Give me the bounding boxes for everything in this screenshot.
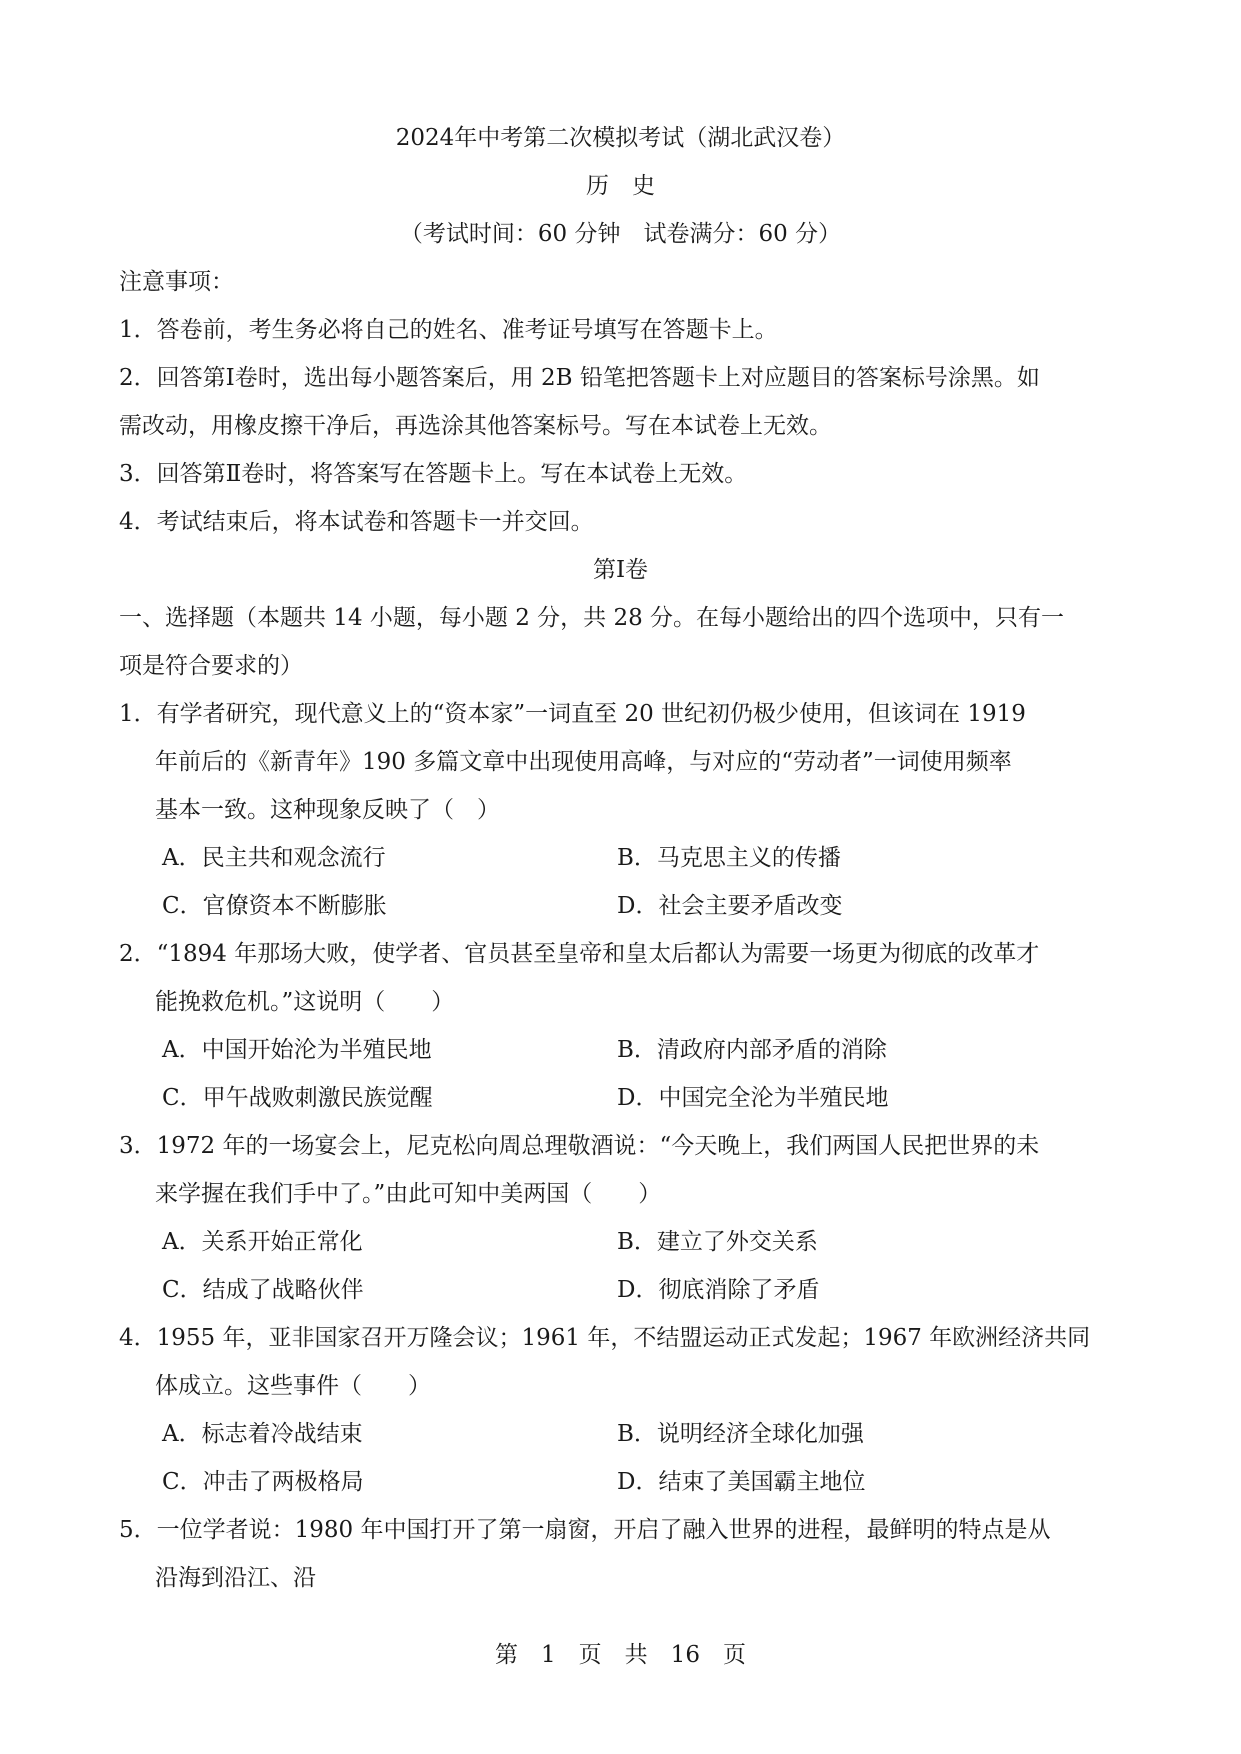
option-d: D．中国完全沦为半殖民地: [617, 1085, 889, 1111]
section-instructions: 一、选择题（本题共 14 小题，每小题 2 分，共 28 分。在每小题给出的四个选项中，只有一: [119, 605, 1065, 631]
question-stem: 3．1972 年的一场宴会上，尼克松向周总理敬酒说：“今天晚上，我们两国人民把世界的未: [119, 1133, 1040, 1159]
option-d: D．结束了美国霸主地位: [617, 1469, 866, 1495]
exam-title: 2024年中考第二次模拟考试（湖北武汉卷）: [395, 125, 846, 151]
option-a: A．民主共和观念流行: [162, 845, 386, 871]
option-a: A．标志着冷战结束: [162, 1421, 363, 1447]
question-stem: 来学握在我们手中了。”由此可知中美两国（ ）: [155, 1181, 662, 1207]
note-item-3: 3．回答第Ⅱ卷时，将答案写在答题卡上。写在本试卷上无效。: [119, 461, 748, 487]
note-item-2-cont: 需改动，用橡皮擦干净后，再选涂其他答案标号。写在本试卷上无效。: [119, 413, 832, 439]
option-d: D．彻底消除了矛盾: [617, 1277, 820, 1303]
option-b: B．建立了外交关系: [617, 1229, 818, 1255]
option-b: B．马克思主义的传播: [617, 845, 841, 871]
option-c: C．冲击了两极格局: [162, 1469, 364, 1495]
question-stem: 5．一位学者说：1980 年中国打开了第一扇窗，开启了融入世界的进程，最鲜明的特点是从: [119, 1517, 1051, 1543]
option-b: B．清政府内部矛盾的消除: [617, 1037, 887, 1063]
option-a: A．关系开始正常化: [162, 1229, 363, 1255]
question-stem: 能挽救危机。”这说明（ ）: [155, 989, 455, 1015]
note-item-1: 1．答卷前，考生务必将自己的姓名、准考证号填写在答题卡上。: [119, 317, 778, 343]
option-c: C．官僚资本不断膨胀: [162, 893, 387, 919]
option-c: C．甲午战败刺激民族觉醒: [162, 1085, 433, 1111]
subject-title: 历 史: [586, 173, 655, 199]
option-b: B．说明经济全球化加强: [617, 1421, 864, 1447]
question-stem: 2．“1894 年那场大败，使学者、官员甚至皇帝和皇太后都认为需要一场更为彻底的改革才: [119, 941, 1040, 967]
notes-heading: 注意事项：: [119, 269, 234, 295]
note-item-4: 4．考试结束后，将本试卷和答题卡一并交回。: [119, 509, 594, 535]
question-stem: 4．1955 年，亚非国家召开万隆会议；1961 年，不结盟运动正式发起；1967 年欧洲经济共同: [119, 1325, 1091, 1351]
note-item-2: 2．回答第Ⅰ卷时，选出每小题答案后，用 2B 铅笔把答题卡上对应题目的答案标号涂黑。如: [119, 365, 1040, 391]
section-instructions-cont: 项是符合要求的）: [119, 653, 303, 679]
option-c: C．结成了战略伙伴: [162, 1277, 364, 1303]
volume-title: 第Ⅰ卷: [592, 557, 649, 583]
question-stem: 1．有学者研究，现代意义上的“资本家”一词直至 20 世纪初仍极少使用，但该词在 1919: [119, 701, 1026, 727]
question-stem: 年前后的《新青年》190 多篇文章中出现使用高峰，与对应的“劳动者”一词使用频率: [155, 749, 1012, 775]
question-stem: 基本一致。这种现象反映了（ ）: [155, 797, 500, 823]
exam-info: （考试时间：60 分钟 试卷满分：60 分）: [399, 221, 842, 247]
question-stem: 体成立。这些事件（ ）: [155, 1373, 431, 1399]
page-footer: 第 1 页 共 16 页: [495, 1642, 746, 1668]
option-a: A．中国开始沦为半殖民地: [162, 1037, 432, 1063]
question-stem: 沿海到沿江、沿: [155, 1565, 316, 1591]
option-d: D．社会主要矛盾改变: [617, 893, 843, 919]
